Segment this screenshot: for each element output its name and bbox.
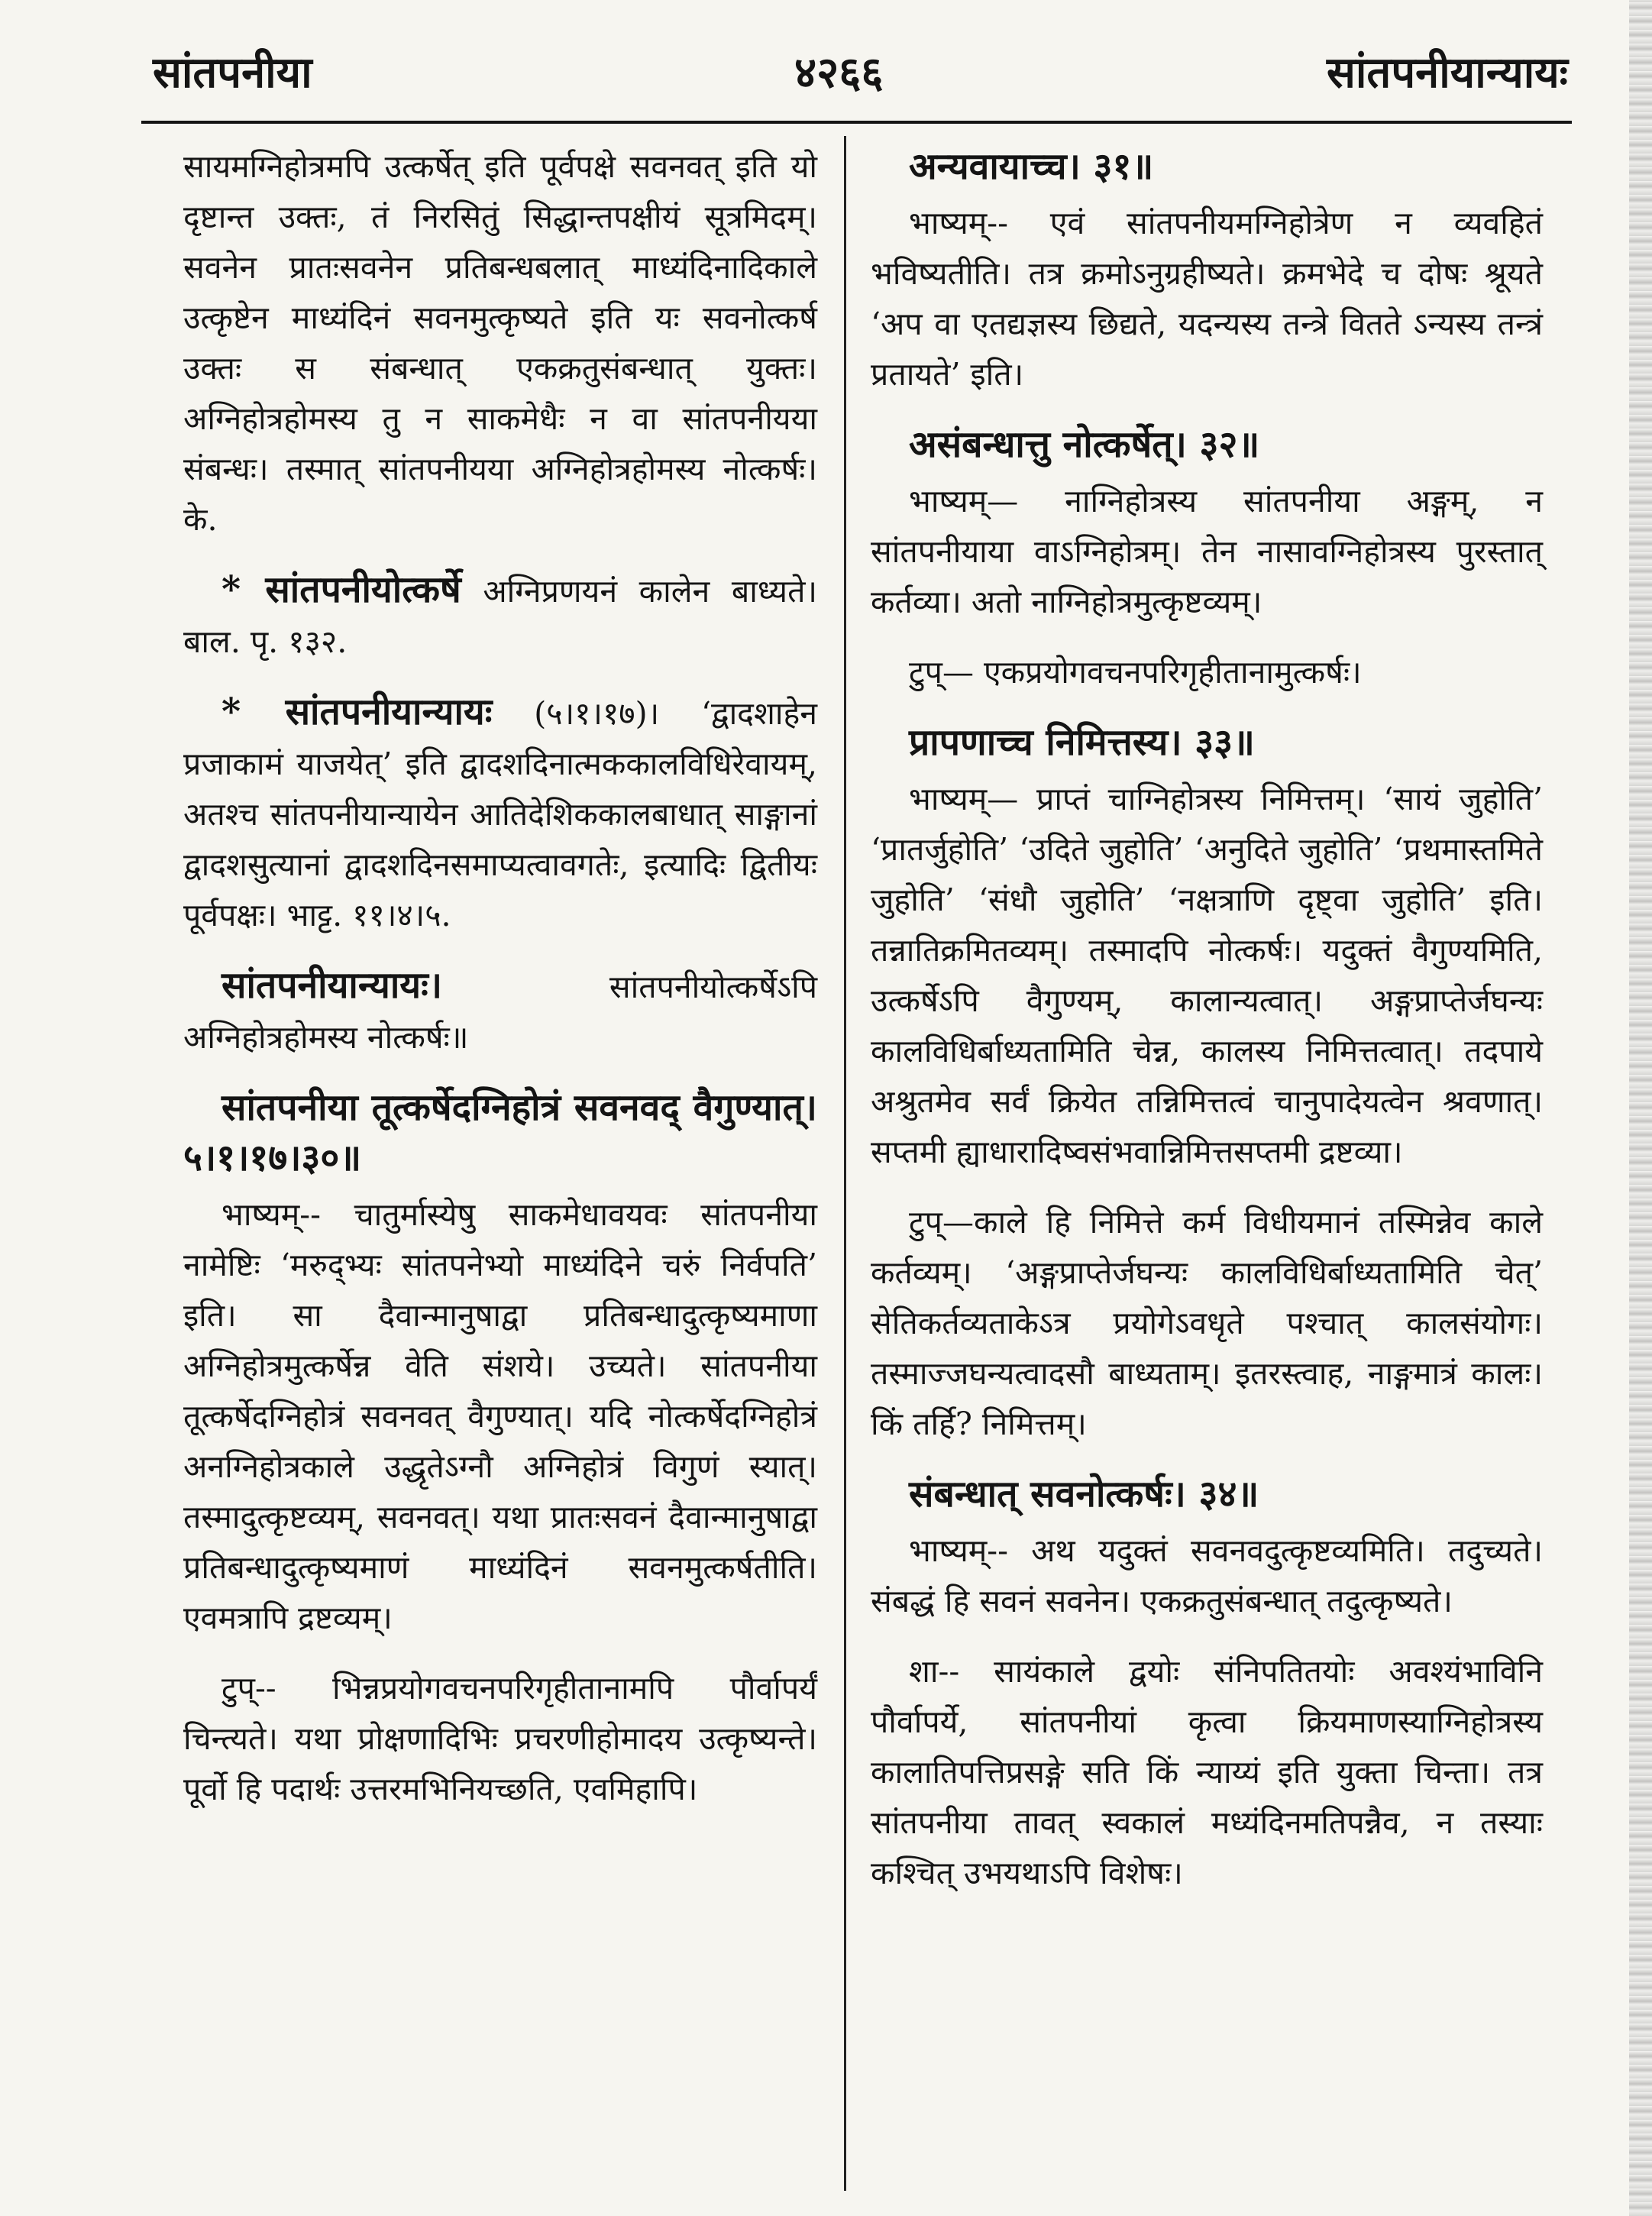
entry-body: (५।१।१७)। ‘द्वादशाहेन प्रजाकामं याजयेत्’ इति द्वादशदिनात्मककालविधिरेवायम्, अतश्च सांतपनीयान्यायेन आतिदेशिककालबाधात् साङ्गानां द्वादशसुत्यानां द्वादशदिनसमाप्यत्वावगतेः, इत्यादिः द्वितीयः पूर्वपक्षः। भाट्ट. ११।४।५. bbox=[183, 695, 817, 933]
right-column bbox=[871, 141, 1543, 1918]
tup-33: टुप्—काले हि निमित्ते कर्म विधीयमानं तस्मिन्नेव काले कर्तव्यम्। ‘अङ्गप्राप्तेर्जघन्यः कालविधिर्बाध्यतामिति चेत्’ सेतिकर्तव्यताकेऽत्र प्रयोगेऽवधृते पश्चात् कालसंयोगः। तस्माज्जघन्यत्वादसौ बाध्यताम्। इतरस्त्वाह, नाङ्गमात्रं कालः। किं तर्हि? निमित्तम्। bbox=[871, 1204, 1543, 1442]
tup-32: टुप्— एकप्रयोगवचनपरिगृहीतानामुत्कर्षः। bbox=[909, 654, 1362, 691]
sutra-34: संबन्धात् सवनोत्कर्षः। ३४॥ bbox=[909, 1473, 1259, 1516]
bhashya-33: भाष्यम्— प्राप्तं चाग्निहोत्रस्य निमित्तम्। ‘सायं जुहोति’ ‘प्रातर्जुहोति’ ‘उदिते जुहोति’ ‘अनुदिते जुहोति’ ‘प्रथमास्तमिते जुहोति’ ‘संधौ जुहोति’ ‘नक्षत्राणि दृष्ट्वा जुहोति’ इति। तन्नातिक्रमितव्यम्। तस्मादपि नोत्कर्षः। यदुक्तं वैगुण्यमिति, उत्कर्षेऽपि वैगुण्यम्, कालान्यत्वात्। अङ्गप्राप्तेर्जघन्यः कालविधिर्बाध्यतामिति चेन्न, कालस्य निमित्तत्वात्। तदपाये अश्रुतमेव सर्वं क्रियेत तन्निमित्तत्वं चानुपादेयत्वेन श्रवणात्। सप्तमी ह्याधारादिष्वसंभवान्निमित्तसप्तमी द्रष्टव्या। bbox=[871, 781, 1543, 1170]
header-rule bbox=[141, 121, 1572, 124]
entry-body: अग्निप्रणयनं कालेन बाध्यते। बाल. पृ. १३२. bbox=[183, 573, 817, 660]
entry-santapaniyotkarshe bbox=[183, 565, 817, 667]
sutra-33: प्रापणाच्च निमित्तस्य। ३३॥ bbox=[909, 721, 1255, 764]
header-right-term: सांतपनीयान्यायः bbox=[1327, 47, 1568, 98]
sutra-32: असंबन्धात्तु नोत्कर्षेत्। ३२॥ bbox=[909, 423, 1260, 466]
scan-edge bbox=[1629, 0, 1652, 2216]
header-left-term: सांतपनीया bbox=[153, 47, 312, 98]
entry-heading: * सांतपनीयान्यायः bbox=[221, 691, 493, 733]
left-column bbox=[183, 141, 817, 1834]
left-para-1: सायमग्निहोत्रमपि उत्कर्षेत् इति पूर्वपक्षे सवनवत् इति यो दृष्टान्त उक्तः, तं निरसितुं सिद्धान्तपक्षीयं सूत्रमिदम्। सवनेन प्रातःसवनेन प्रतिबन्धबलात् माध्यंदिनादिकाले उत्कृष्टेन माध्यंदिनं सवनमुत्कृष्यते इति यः सवनोत्कर्ष उक्तः स संबन्धात् एकक्रतुसंबन्धात् युक्तः। अग्निहोत्रहोमस्य तु न साकमेधैः न वा सांतपनीयया संबन्धः। तस्मात् सांतपनीयया अग्निहोत्रहोमस्य नोत्कर्षः। के. bbox=[183, 148, 817, 538]
tup-30: टुप्-- भिन्नप्रयोगवचनपरिगृहीतानामपि पौर्वापर्यं चिन्त्यते। यथा प्रोक्षणादिभिः प्रचरणीहोमादय उत्कृष्यन्ते। पूर्वो हि पदार्थः उत्तरमभिनियच्छति, एवमिहापि। bbox=[183, 1670, 817, 1807]
entry-heading: * सांतपनीयोत्कर्षे bbox=[221, 568, 461, 611]
column-divider bbox=[844, 136, 846, 2191]
entry-heading: सांतपनीयान्यायः। bbox=[221, 964, 443, 1007]
bhashya-30: भाष्यम्-- चातुर्मास्येषु साकमेधावयवः सांतपनीया नामेष्टिः ‘मरुद्भ्यः सांतपनेभ्यो माध्यंदिने चरुं निर्वपति’ इति। सा दैवान्मानुषाद्वा प्रतिबन्धादुत्कृष्यमाणा अग्निहोत्रमुत्कर्षेन्न वेति संशये। उच्यते। सांतपनीया तूत्कर्षेदग्निहोत्रं सवनवत् वैगुण्यात्। यदि नोत्कर्षेदग्निहोत्रं अनग्निहोत्रकाले उद्धृतेऽग्नौ अग्निहोत्रं विगुणं स्यात्। तस्मादुत्कृष्टव्यम्, सवनवत्। यथा प्रातःसवनं दैवान्मानुषाद्वा प्रतिबन्धादुत्कृष्यमाणं माध्यंदिनं सवनमुत्कर्षतीति। एवमत्रापि द्रष्टव्यम्। bbox=[183, 1196, 817, 1636]
bhashya-32: भाष्यम्— नाग्निहोत्रस्य सांतपनीया अङ्गम्, न सांतपनीयाया वाऽग्निहोत्रम्। तेन नासावग्निहोत्रस्य पुरस्तात् कर्तव्या। अतो नाग्निहोत्रमुत्कृष्टव्यम्। bbox=[871, 483, 1543, 620]
bhashya-34: भाष्यम्-- अथ यदुक्तं सवनवदुत्कृष्टव्यमिति। तदुच्यते। संबद्धं हि सवनं सवनेन। एकक्रतुसंबन्धात् तदुत्कृष्यते। bbox=[871, 1532, 1543, 1619]
entry-body: सांतपनीयोत्कर्षेऽपि अग्निहोत्रहोमस्य नोत्कर्षः॥ bbox=[183, 969, 817, 1056]
shabara-34: शा-- सायंकाले द्वयोः संनिपतितयोः अवश्यंभाविनि पौर्वापर्ये, सांतपनीयां कृत्वा क्रियमाणस्याग्निहोत्रस्य कालातिपत्तिप्रसङ्गे सति किं न्याय्यं इति युक्ता चिन्ता। तत्र सांतपनीया तावत् स्वकालं मध्यंदिनमतिपन्नैव, न तस्याः कश्चित् उभयथाऽपि विशेषः। bbox=[871, 1653, 1543, 1891]
page-number: ४२६६ bbox=[794, 47, 884, 98]
entry-santapaniyanyaya-1 bbox=[183, 687, 817, 940]
entry-santapaniyanyaya-2 bbox=[183, 960, 817, 1063]
sutra-31: अन्यवायाच्च। ३१॥ bbox=[909, 145, 1154, 188]
sutra-30: सांतपनीया तूत्कर्षेदग्निहोत्रं सवनवद् वैगुण्यात्। ५।१।१७।३०॥ bbox=[183, 1086, 817, 1179]
page-header bbox=[153, 42, 1568, 118]
bhashya-31: भाष्यम्-- एवं सांतपनीयमग्निहोत्रेण न व्यवहितं भविष्यतीति। तत्र क्रमोऽनुग्रहीष्यते। क्रमभेदे च दोषः श्रूयते ‘अप वा एतद्यज्ञस्य छिद्यते, यदन्यस्य तन्त्रे वितते ऽन्यस्य तन्त्रं प्रतायते’ इति। bbox=[871, 205, 1543, 393]
